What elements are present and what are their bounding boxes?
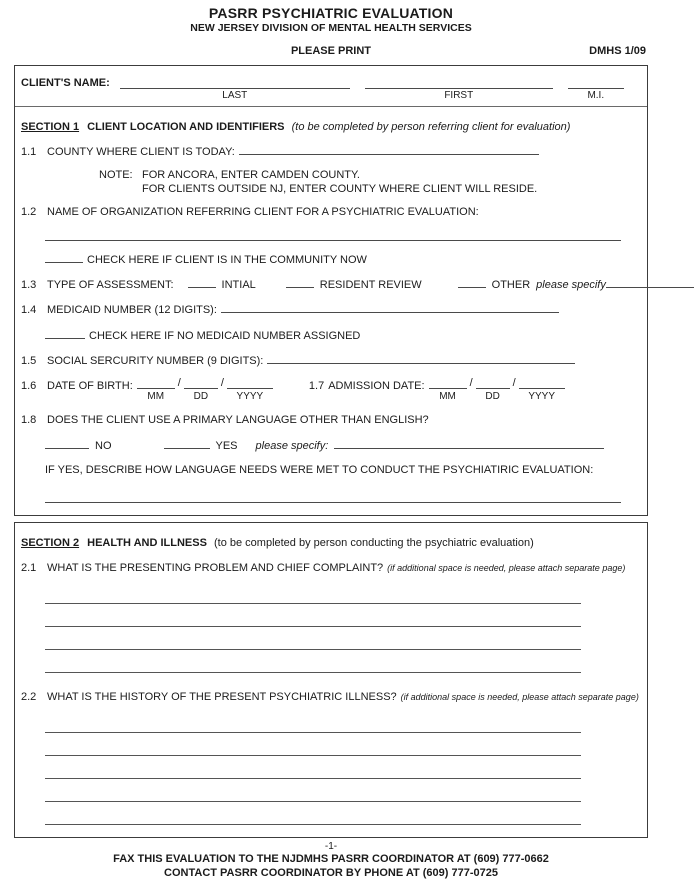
assessment-other-specify-field[interactable]	[606, 276, 694, 288]
form-title: PASRR PSYCHIATRIC EVALUATION	[208, 5, 454, 21]
admission-year-column	[519, 377, 565, 404]
header-row	[0, 45, 662, 60]
language-yes-no-row	[45, 437, 639, 453]
answer-line[interactable]	[45, 671, 581, 673]
ssn-field[interactable]	[267, 352, 575, 364]
answer-line[interactable]	[45, 777, 581, 779]
clients-name-label: CLIENT'S NAME:	[21, 77, 110, 89]
no-medicaid-check-label: CHECK HERE IF NO MEDICAID NUMBER ASSIGNED	[89, 330, 361, 342]
question-1-3	[21, 276, 639, 292]
admission-yyyy-label: YYYY	[528, 391, 556, 402]
page-number: -1-	[324, 841, 338, 852]
community-check-row	[45, 251, 639, 267]
question-2-1-number: 2.1	[21, 562, 37, 574]
question-2-1-label: WHAT IS THE PRESENTING PROBLEM AND CHIEF COMPLAINT?	[47, 562, 384, 574]
note-lines	[142, 169, 537, 196]
admission-day-blank[interactable]	[476, 377, 510, 389]
last-label: LAST	[222, 90, 248, 101]
question-1-4-label: MEDICAID NUMBER (12 DIGITS):	[47, 304, 217, 316]
client-last-name-field[interactable]	[120, 77, 350, 101]
admission-dd-label: DD	[485, 391, 500, 402]
section2-note: (to be completed by person conducting the psychiatric evaluation)	[213, 537, 534, 549]
please-print-note: PLEASE PRINT	[290, 45, 372, 57]
question-1-5-label: SOCIAL SERCURITY NUMBER (9 DIGITS):	[47, 355, 264, 367]
question-2-2-label: WHAT IS THE HISTORY OF THE PRESENT PSYCHIATRIC ILLNESS?	[47, 691, 397, 703]
dob-dd-label: DD	[193, 391, 209, 402]
question-2-2-note: (if additional space is needed, please attach separate page)	[400, 692, 639, 702]
fax-instruction: FAX THIS EVALUATION TO THE NJDMHS PASRR COORDINATOR AT (609) 777-0662	[113, 853, 549, 865]
mi-label: M.I.	[587, 90, 605, 101]
question-1-8-number: 1.8	[21, 414, 37, 426]
assessment-other-label: OTHER	[491, 279, 531, 291]
community-checkbox-field[interactable]	[45, 251, 83, 263]
question-1-3-label: TYPE OF ASSESSMENT:	[47, 279, 174, 291]
question-1-5	[21, 352, 639, 368]
question-1-1-label: COUNTY WHERE CLIENT IS TODAY:	[47, 146, 235, 158]
question-1-8	[21, 413, 639, 427]
question-1-1	[21, 143, 639, 159]
assessment-other-specify-label: please specify	[536, 279, 606, 291]
section2-number: SECTION 2	[21, 537, 80, 549]
question-1-4-number: 1.4	[21, 304, 37, 316]
question-1-1-number: 1.1	[21, 146, 37, 158]
question-1-3-number: 1.3	[21, 279, 37, 291]
middle-initial-blank[interactable]	[568, 77, 624, 89]
health-illness-box	[14, 522, 648, 838]
section1-title: CLIENT LOCATION AND IDENTIFIERS	[87, 121, 285, 133]
organization-field[interactable]	[45, 239, 621, 241]
section1-body	[15, 120, 647, 515]
answer-line[interactable]	[45, 823, 581, 825]
dob-day-blank[interactable]	[184, 377, 218, 389]
note-line-1: FOR ANCORA, ENTER CAMDEN COUNTY.	[142, 169, 360, 181]
assessment-resident-review-label: RESIDENT REVIEW	[319, 279, 422, 291]
question-2-2-number: 2.2	[21, 691, 37, 703]
question-1-6-number: 1.6	[21, 380, 37, 392]
language-needs-field[interactable]	[45, 501, 621, 503]
question-1-6-and-1-7	[21, 377, 639, 404]
note-label: NOTE:	[99, 169, 133, 181]
admission-month-column	[429, 377, 467, 404]
if-yes-row	[45, 463, 639, 477]
first-name-blank[interactable]	[365, 77, 553, 89]
note-line-2: FOR CLIENTS OUTSIDE NJ, ENTER COUNTY WHERE CLIENT WILL RESIDE.	[142, 182, 538, 195]
community-check-label: CHECK HERE IF CLIENT IS IN THE COMMUNITY NOW	[87, 254, 367, 266]
assessment-other-field[interactable]	[458, 276, 486, 288]
first-label: FIRST	[444, 90, 474, 101]
dob-day-column	[184, 377, 218, 404]
dob-yyyy-label: YYYY	[236, 391, 264, 402]
slash-separator: /	[512, 377, 516, 389]
language-no-field[interactable]	[45, 437, 89, 449]
form-subtitle: NEW JERSEY DIVISION OF MENTAL HEALTH SERVICES	[190, 22, 472, 34]
dob-year-column	[227, 377, 273, 404]
question-1-2	[21, 205, 639, 219]
section2-title: HEALTH AND ILLNESS	[87, 537, 207, 549]
question-1-2-number: 1.2	[21, 206, 37, 218]
question-1-2-label: NAME OF ORGANIZATION REFERRING CLIENT FOR A PSYCHIATRIC EVALUATION:	[47, 206, 479, 218]
date-of-birth-field[interactable]	[137, 377, 273, 404]
language-yes-field[interactable]	[164, 437, 210, 449]
admission-day-column	[476, 377, 510, 404]
admission-mm-label: MM	[439, 391, 456, 402]
section1-heading	[21, 120, 639, 134]
section1-note: (to be completed by person referring client for evaluation)	[291, 121, 571, 133]
dob-month-blank[interactable]	[137, 377, 175, 389]
section1-number: SECTION 1	[21, 121, 80, 133]
language-no-label: NO	[95, 440, 112, 452]
slash-separator: /	[220, 377, 224, 389]
assessment-resident-review-field[interactable]	[286, 276, 314, 288]
medicaid-number-field[interactable]	[221, 301, 559, 313]
client-middle-initial-field[interactable]	[568, 77, 624, 101]
client-identifiers-box	[14, 65, 648, 516]
question-2-2	[21, 690, 639, 704]
if-yes-label: IF YES, DESCRIBE HOW LANGUAGE NEEDS WERE MET TO CONDUCT THE PSYCHIATIRIC EVALUATION:	[45, 464, 594, 476]
question-2-1-note: (if additional space is needed, please attach separate page)	[387, 563, 626, 573]
answer-line[interactable]	[45, 754, 581, 756]
question-1-5-number: 1.5	[21, 355, 37, 367]
admission-month-blank[interactable]	[429, 377, 467, 389]
form-code: DMHS 1/09	[589, 45, 646, 57]
county-note	[99, 169, 639, 196]
assessment-initial-field[interactable]	[188, 276, 216, 288]
slash-separator: /	[177, 377, 181, 389]
question-1-6-label: DATE OF BIRTH:	[47, 380, 133, 392]
answer-line[interactable]	[45, 648, 581, 650]
question-2-1	[21, 561, 639, 575]
assessment-initial-label: INTIAL	[221, 279, 256, 291]
answer-line[interactable]	[45, 602, 581, 604]
question-1-7-number: 1.7	[308, 380, 325, 392]
phone-instruction: CONTACT PASRR COORDINATOR BY PHONE AT (609) 777-0725	[164, 867, 498, 879]
question-1-4	[21, 301, 639, 317]
admission-year-blank[interactable]	[519, 377, 565, 389]
last-name-blank[interactable]	[120, 77, 350, 89]
language-specify-label: please specify:	[255, 440, 329, 452]
question-1-8-label: DOES THE CLIENT USE A PRIMARY LANGUAGE OTHER THAN ENGLISH?	[47, 414, 429, 426]
client-name-row	[15, 66, 647, 103]
dob-month-column	[137, 377, 175, 404]
county-field[interactable]	[239, 143, 539, 155]
language-specify-field[interactable]	[334, 437, 604, 449]
no-medicaid-checkbox-field[interactable]	[45, 327, 85, 339]
answer-line[interactable]	[45, 800, 581, 802]
admission-date-field[interactable]	[429, 377, 565, 404]
section2-heading	[21, 536, 639, 550]
answer-line[interactable]	[45, 731, 581, 733]
no-medicaid-check-row	[45, 327, 639, 343]
dob-year-blank[interactable]	[227, 377, 273, 389]
section2-body	[15, 536, 647, 837]
question-1-7-label: ADMISSION DATE:	[328, 380, 425, 392]
client-row-divider	[15, 106, 647, 107]
slash-separator: /	[469, 377, 473, 389]
client-first-name-field[interactable]	[365, 77, 553, 101]
dob-mm-label: MM	[147, 391, 165, 402]
language-yes-label: YES	[215, 440, 238, 452]
answer-line[interactable]	[45, 625, 581, 627]
